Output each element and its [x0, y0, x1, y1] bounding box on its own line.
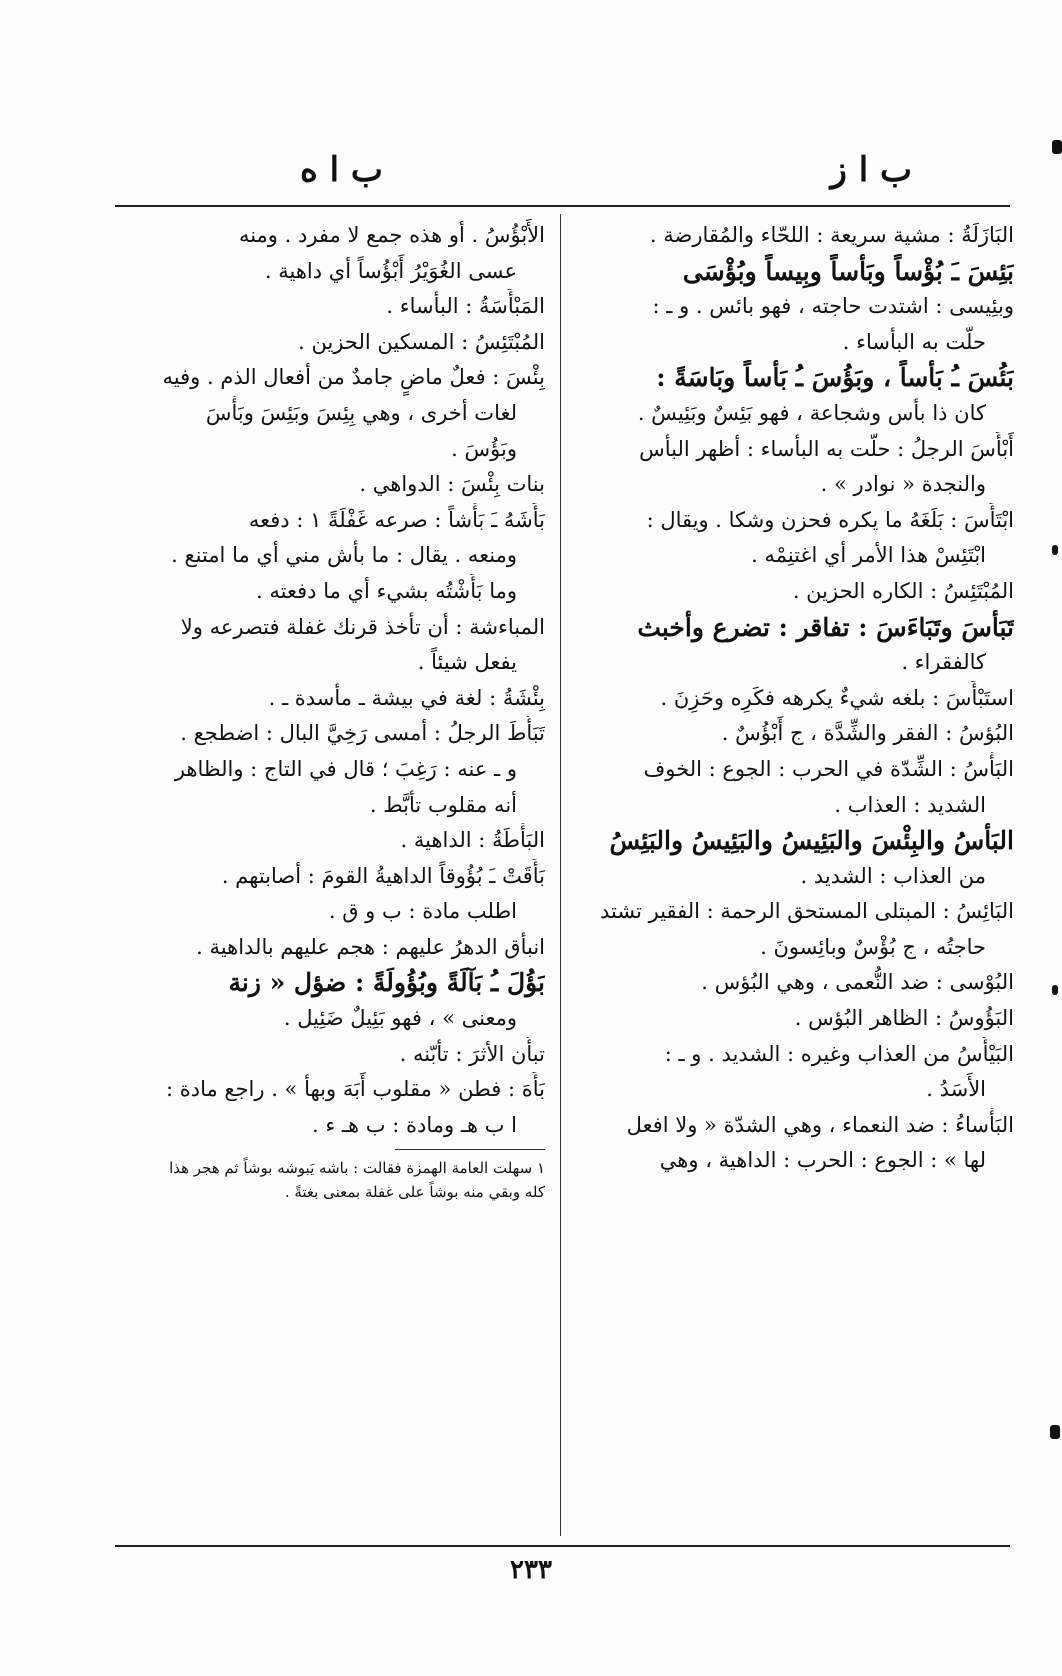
entry-continuation: يفعل شيئاً .	[417, 650, 517, 675]
dictionary-entry: البَأْطَةُ : الداهية .	[400, 828, 545, 853]
margin-mark	[1050, 1425, 1060, 1439]
dictionary-entry: بِئْسَ : فعلٌ ماضٍ جامدٌ من أفعال الذم . وفيه	[162, 365, 545, 390]
dictionary-entry: المباءشة : أن تأخذ قرنك غفلة فتصرعه ولا	[180, 614, 545, 639]
dictionary-entry: البَأْسُ والبِئْسَ والبَئِيسُ والبَئِيسُ والبَئِسُ	[609, 826, 1014, 856]
entry-continuation: حاجتُه ، ج بُؤْسٌ وبائِسونَ .	[760, 934, 986, 959]
dictionary-entry: الأَبْؤُسُ . أو هذه جمع لا مفرد . ومنه	[238, 223, 545, 247]
entry-continuation: عسى الغُوَيْرُ أَبْؤُساً أي داهية .	[264, 258, 517, 283]
footnote-text: كله وبقي منه بوشاً على غفلة بمعنى بغتةً .	[284, 1183, 545, 1202]
dictionary-entry: المَبْأَسَةُ : البأساء .	[386, 294, 545, 319]
footnote-rule	[395, 1149, 545, 1150]
left-column	[115, 218, 545, 1204]
entry-continuation: كالفقراء .	[901, 650, 986, 675]
right-column-heading: ب ا ز	[830, 150, 912, 190]
dictionary-entry: انبأق الدهرُ عليهم : هجم عليهم بالداهية .	[196, 934, 545, 959]
dictionary-entry: البُؤسُ : الفقر والشِّدَّة ، ج أَبْؤُسٌ .	[721, 721, 1014, 746]
footnote-marker: ١	[532, 1159, 545, 1178]
dictionary-entry: بَئُسَ ـُ بَأْساً ، وبَؤُسَ ـُ بَأْساً وبَاسَةً :	[656, 363, 1014, 393]
entry-continuation: ابْتَئِسْ هذا الأمر أي اغتنِمْه .	[751, 543, 986, 568]
top-rule	[115, 205, 1010, 207]
entry-continuation: لها » : الجوع : الحرب : الداهية ، وهي	[659, 1148, 986, 1173]
entry-continuation: وبَؤُسَ .	[451, 436, 517, 461]
dictionary-entry: البَيْأَسُ من العذاب وغيره : الشديد . و ـ :	[664, 1041, 1014, 1066]
left-column-entries	[115, 218, 545, 1143]
dictionary-entry: بِئْشَةُ : لغة في بيشة ـ مأسدة ـ .	[268, 685, 545, 710]
page-number: ٢٣٣	[510, 1555, 552, 1585]
dictionary-entry: البَأْسُ : الشِّدّة في الحرب : الجوع : الخوف	[643, 756, 1014, 781]
dictionary-entry: بنات بِئْسَ : الدواهي .	[359, 472, 545, 497]
dictionary-entry: البَائِسُ : المبتلى المستحق الرحمة : الفقير تشتد	[599, 899, 1014, 924]
column-divider	[560, 214, 561, 1536]
dictionary-entry: أَبْأَسَ الرجلُ : حلّت به البأساء : أظهر البأس	[639, 436, 1014, 461]
dictionary-entry: البُوْسى : ضد النُّعمى ، وهي البُؤس .	[701, 970, 1014, 995]
dictionary-entry: بَأَشَهُ ـَ بَأْشاً : صرعه غَفْلَةً ١ : دفعه	[248, 507, 545, 532]
footnote-line	[115, 1156, 545, 1180]
left-column-heading: ب ا ه	[300, 150, 383, 190]
margin-mark	[1052, 140, 1062, 154]
dictionary-entry: المُبْتَئِسُ : المسكين الحزين .	[298, 329, 545, 354]
dictionary-entry: بَأَهَ : فطن « مقلوب أَبَهَ وبهأ » . راجع مادة :	[165, 1077, 545, 1102]
dictionary-entry: المُبْتَئِسُ : الكاره الحزين .	[792, 578, 1014, 603]
dictionary-entry: تبأّن الأثرَ : تأبّنه .	[399, 1041, 545, 1066]
entry-continuation: و ـ عنه : رَغِبَ ؛ قال في التاج : والظاهر	[174, 756, 517, 781]
entry-continuation: لغات أخرى ، وهي بِئِسَ وبَئِسَ وبَأْسَ	[205, 400, 517, 425]
dictionary-entry: ابْتَأَسَ : بَلَغَهُ ما يكره فحزن وشكا . ويقال :	[646, 507, 1014, 532]
margin-mark	[1052, 545, 1058, 555]
entry-continuation: اطلب مادة : ب و ق .	[328, 899, 517, 924]
footnote-text: سهلت العامة الهمزة فقالت : باشه يَبوشه بوشاً ثم هجر هذا	[169, 1159, 533, 1178]
entry-continuation: ا ب هـ ومادة : ب هـ ء .	[312, 1112, 517, 1137]
entry-continuation: كان ذا بأس وشجاعة ، فهو بَئِسٌ وبَئِيسٌ .	[637, 400, 986, 425]
entry-continuation: ومنعه . يقال : ما بأش مني أي ما امتنع .	[171, 543, 517, 568]
dictionary-entry: بَأَقَتْ ـَ بُؤُوقاً الداهيةُ القومَ : أصابتهم .	[221, 863, 545, 888]
dictionary-entry: تَبَأَّسَ وتَبَاءَسَ : تفاقر : تضرع وأخبث	[637, 612, 1014, 642]
dictionary-entry: استَبْأَسَ : بلغه شيءٌ يكرهه فكَرِه وحَزِنَ .	[660, 685, 1014, 710]
dictionary-entry: تَبَأَّطَ الرجلُ : أمسى رَخِيَّ البال : اضطجع .	[180, 721, 545, 746]
entry-continuation: أنه مقلوب تأبَّط .	[369, 792, 517, 817]
margin-mark	[1052, 985, 1058, 995]
dictionary-entry: البَؤُوسُ : الظاهر البُؤس .	[794, 1006, 1014, 1031]
dictionary-entry: البَازَلَةُ : مشية سريعة : اللحّاء والمُقارضة .	[649, 223, 1014, 247]
right-column	[574, 218, 1014, 1179]
entry-continuation: من العذاب : الشديد .	[800, 863, 986, 888]
entry-continuation: وما بَأَشْتُه بشيء أي ما دفعته .	[256, 578, 517, 603]
footnote	[115, 1156, 545, 1204]
dictionary-entry: بَؤُلَ ـُ بَآلَةً وبُؤُولَةً : ضؤل « زنة	[228, 968, 545, 998]
dictionary-entry: وبئِيسى : اشتدت حاجته ، فهو بائس . و ـ :	[652, 294, 1014, 319]
entry-continuation: الأَسَدُ .	[926, 1077, 986, 1102]
entry-continuation: الشديد : العذاب .	[834, 792, 986, 817]
dictionary-entry: بَئِسَ ـَ بُؤْساً وبَأْساً وبِيساً وبُؤْسَى	[682, 256, 1014, 286]
dictionary-entry: البَأْساءُ : ضد النعماء ، وهي الشدّة « ولا افعل	[626, 1112, 1014, 1137]
footnote-line	[115, 1180, 545, 1204]
entry-continuation: حلّت به البأساء .	[842, 329, 986, 354]
bottom-rule	[115, 1545, 1010, 1547]
entry-continuation: والنجدة « نوادر » .	[820, 472, 986, 497]
entry-continuation: ومعنى » ، فهو بَئِيلٌ ضَئِيل .	[283, 1006, 517, 1031]
